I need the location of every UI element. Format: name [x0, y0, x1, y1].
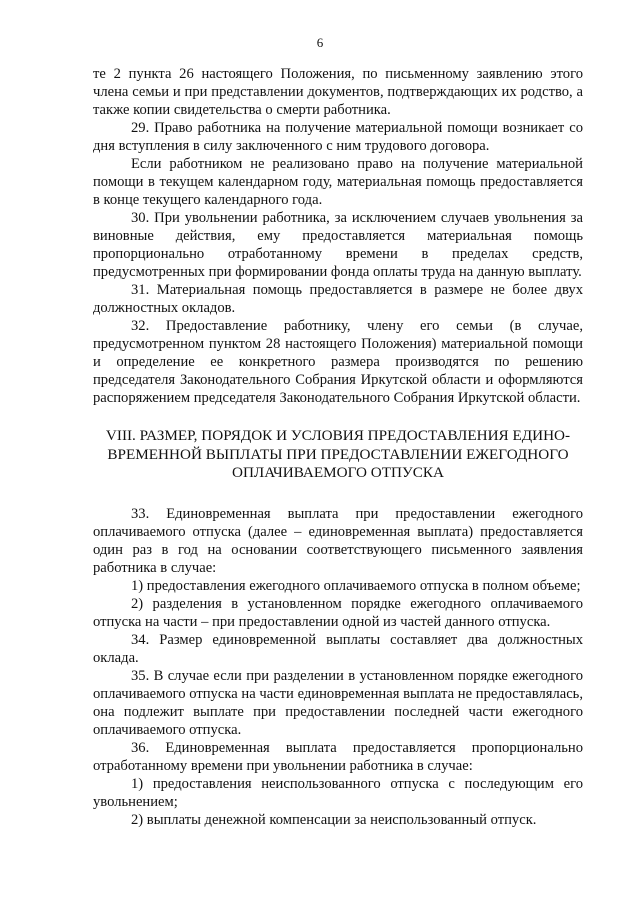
paragraph: 35. В случае если при разделении в установленном порядке ежегодного оплачиваемого отпуска на части единовременная выплата не предоставлялась, она подлежит выплате при предоставлении последней части ежегодного оплачиваемого отпуска.	[93, 667, 583, 738]
paragraph: те 2 пункта 26 настоящего Положения, по письменному заявлению этого члена семьи и при представлении документов, подтверждающих их родство, а также копии свидетельства о смерти работника.	[93, 66, 583, 118]
paragraph: 32. Предоставление работнику, члену его семьи (в случае, предусмотренном пунктом 28 настоящего Положения) материальной помощи и определение ее конкретного размера производятся по решению председателя Законодательного Собрания Иркутской области и оформляются распоряжением председателя Законодательного Собрания Иркутской области.	[93, 318, 583, 406]
section-material-aid	[93, 65, 583, 407]
section-vacation-payment	[93, 505, 583, 829]
document-body	[93, 65, 583, 829]
paragraph: 29. Право работника на получение материальной помощи возникает со дня вступления в силу заключенного с ним трудового договора.	[93, 120, 583, 154]
paragraph: 30. При увольнении работника, за исключением случаев увольнения за виновные действия, ему предоставляется материальная помощь пропорционально отработанному времени в пределах средств, предусмотренных при формировании фонда оплаты труда на данную выплату.	[93, 210, 583, 280]
page-number: 6	[316, 35, 324, 50]
paragraph: Если работником не реализовано право на получение материальной помощи в текущем календарном году, материальная помощь предоставляется в конце текущего календарного года.	[93, 156, 583, 208]
paragraph: 2) выплаты денежной компенсации за неиспользованный отпуск.	[131, 811, 537, 828]
section-heading-line: VIII. РАЗМЕР, ПОРЯДОК И УСЛОВИЯ ПРЕДОСТАВЛЕНИЯ ЕДИНО-	[105, 427, 571, 444]
paragraph: 36. Единовременная выплата предоставляется пропорционально отработанному времени при увольнении работника в случае:	[93, 739, 583, 774]
paragraph: 1) предоставления неиспользованного отпуска с последующим его увольнением;	[93, 775, 583, 810]
paragraph: 1) предоставления ежегодного оплачиваемого отпуска в полном объеме;	[131, 577, 581, 594]
paragraph: 34. Размер единовременной выплаты составляет два должностных оклада.	[93, 631, 583, 666]
paragraph: 2) разделения в установленном порядке ежегодного оплачиваемого отпуска на части – при предоставлении одной из частей данного отпуска.	[93, 595, 583, 630]
section-heading	[93, 427, 583, 483]
paragraph: 33. Единовременная выплата при предоставлении ежегодного оплачиваемого отпуска (далее – единовременная выплата) предоставляется один раз в год на основании соответствующего письменного заявления работника в случае:	[93, 505, 583, 576]
section-heading-line: ВРЕМЕННОЙ ВЫПЛАТЫ ПРИ ПРЕДОСТАВЛЕНИИ ЕЖЕГОДНОГО	[107, 445, 569, 463]
section-heading-line: ОПЛАЧИВАЕМОГО ОТПУСКА	[232, 464, 444, 481]
paragraph: 31. Материальная помощь предоставляется в размере не более двух должностных окладов.	[93, 282, 583, 316]
